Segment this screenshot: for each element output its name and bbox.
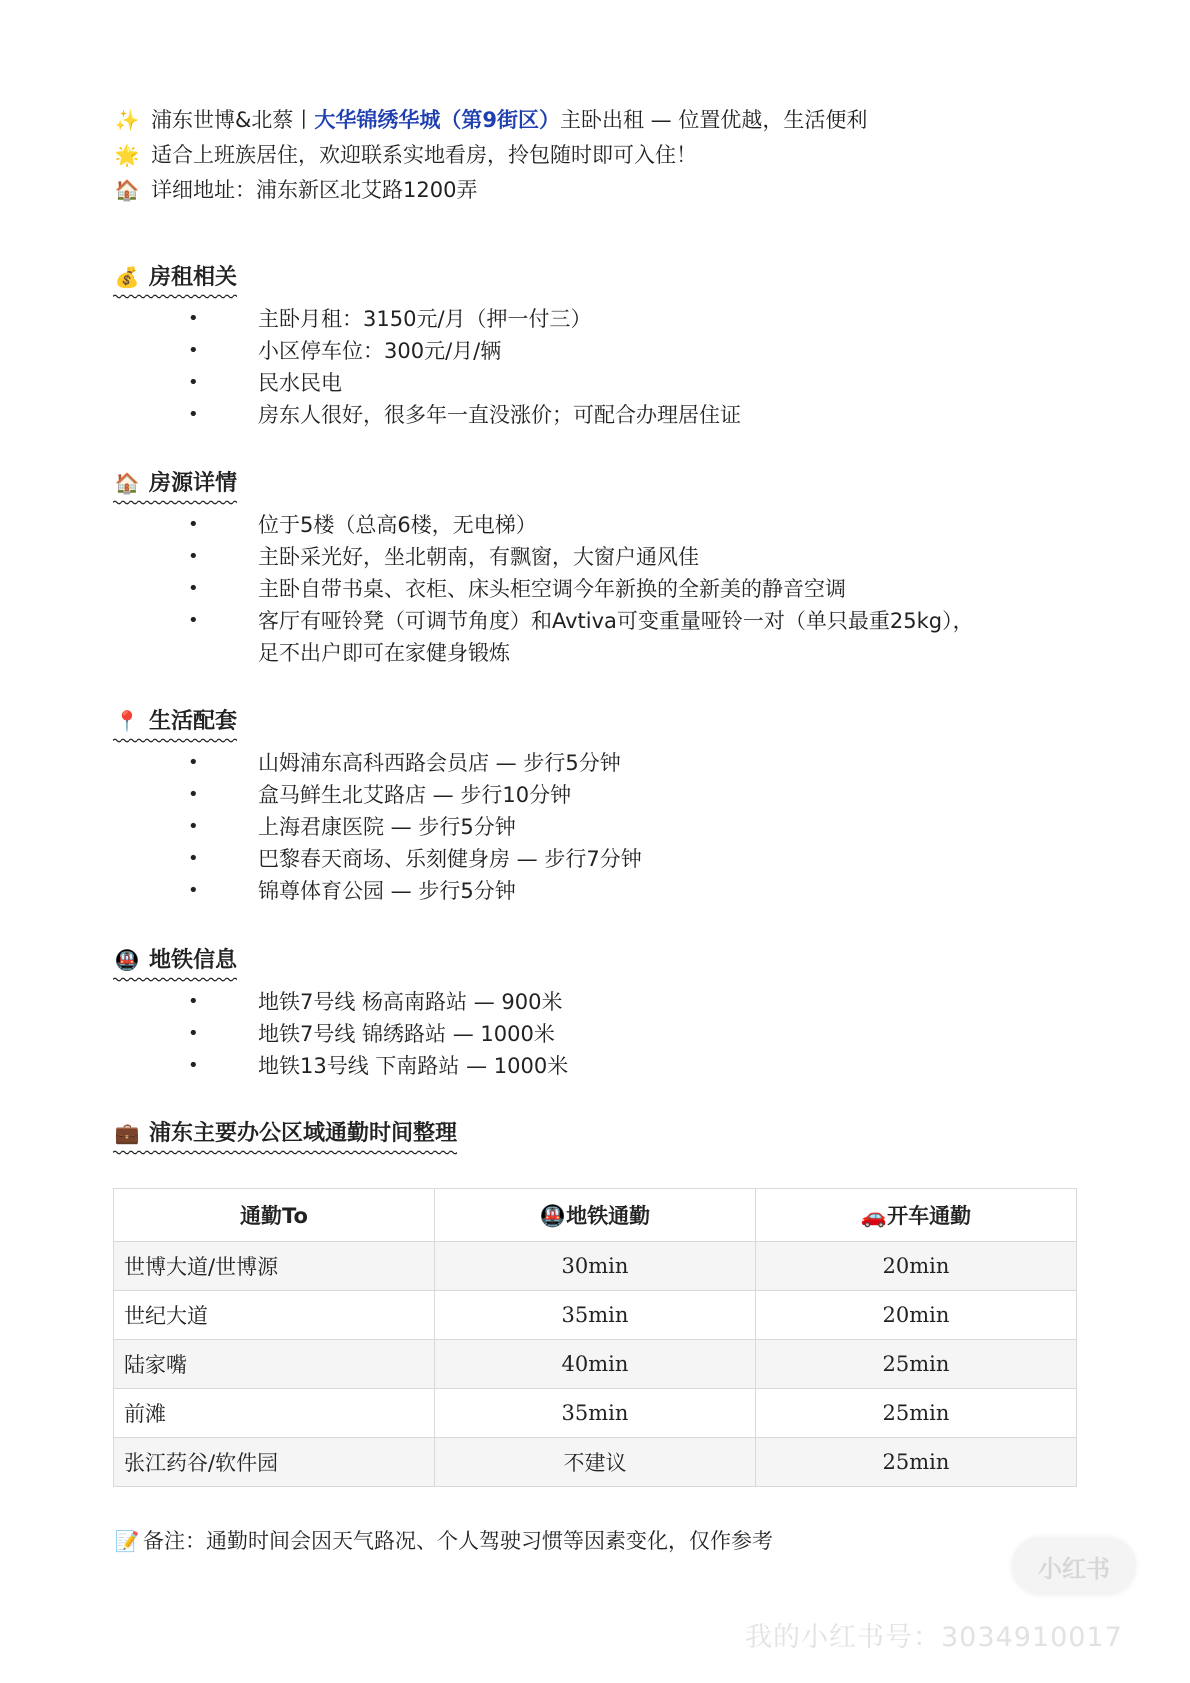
intro-title-prefix: 浦东世博&北蔡丨 [151, 108, 315, 132]
intro-tagline [113, 140, 697, 170]
table-row: 世博大道/世博源 30min 20min [114, 1242, 1077, 1291]
amenities-list [0, 747, 642, 907]
list-item: • 民水民电 [188, 371, 342, 395]
header-metro: 🚇地铁通勤 [435, 1189, 756, 1242]
metro-list [0, 986, 568, 1082]
commute-table [113, 1188, 1077, 1487]
list-item-continuation: 足不出户即可在家健身锻炼 [258, 641, 510, 665]
house-icon: 🏠 [114, 471, 140, 495]
footnote [113, 1525, 773, 1555]
section-rent-heading [113, 260, 237, 299]
metro-icon: 🚇 [539, 1204, 567, 1228]
section-details-heading [113, 466, 237, 505]
section-commute-title: 浦东主要办公区域通勤时间整理 [149, 1121, 458, 1146]
memo-icon: 📝 [114, 1529, 140, 1553]
table-row: 世纪大道 35min 20min [114, 1291, 1077, 1340]
rent-list [0, 303, 741, 431]
list-item: • 主卧采光好，坐北朝南，有飘窗，大窗户通风佳 [188, 545, 699, 569]
list-item: • 主卧自带书桌、衣柜、床头柜空调今年新换的全新美的静音空调 [188, 577, 846, 601]
address-text: 详细地址：浦东新区北艾路1200弄 [151, 178, 478, 202]
list-item: • 地铁7号线 杨高南路站 — 900米 [188, 990, 563, 1014]
list-item: • 主卧月租：3150元/月（押一付三） [188, 307, 592, 331]
table-header-row [114, 1189, 1077, 1242]
details-list [0, 509, 974, 669]
house-icon: 🏠 [114, 178, 140, 202]
intro-tagline-text: 适合上班族居住，欢迎联系实地看房，拎包随时即可入住！ [151, 143, 697, 167]
list-item: • 山姆浦东高科西路会员店 — 步行5分钟 [188, 751, 621, 775]
xiaohongshu-watermark-logo: 小红书 [1012, 1537, 1136, 1595]
list-item: • 地铁13号线 下南路站 — 1000米 [188, 1054, 569, 1078]
intro-address [113, 175, 477, 205]
section-rent-title: 房租相关 [149, 265, 238, 290]
list-item: • 上海君康医院 — 步行5分钟 [188, 815, 516, 839]
list-item: • 地铁7号线 锦绣路站 — 1000米 [188, 1022, 555, 1046]
xiaohongshu-id-watermark: 我的小红书号：3034910017 [745, 1622, 1123, 1653]
section-amenities-heading [113, 704, 237, 743]
car-icon: 🚗 [860, 1204, 888, 1228]
intro-title-suffix: 主卧出租 — 位置优越，生活便利 [560, 108, 868, 132]
sparkles-icon: ✨ [114, 108, 140, 132]
header-destination: 通勤To [114, 1189, 435, 1242]
community-name: 大华锦绣华城（第9街区） [314, 108, 560, 132]
table-row: 陆家嘴 40min 25min [114, 1340, 1077, 1389]
section-metro-title: 地铁信息 [149, 948, 238, 973]
list-item: • 盒马鲜生北艾路店 — 步行10分钟 [188, 783, 572, 807]
list-item: • 锦尊体育公园 — 步行5分钟 [188, 879, 516, 903]
intro-title-line [113, 105, 867, 135]
list-item: • 巴黎春天商场、乐刻健身房 — 步行7分钟 [188, 847, 642, 871]
table-row: 前滩 35min 25min [114, 1389, 1077, 1438]
section-metro-heading [113, 943, 237, 982]
table-row: 张江药谷/软件园 不建议 25min [114, 1438, 1077, 1487]
money-bag-icon: 💰 [114, 265, 140, 289]
section-commute-heading [113, 1116, 457, 1155]
section-details-title: 房源详情 [149, 471, 238, 496]
metro-icon: 🚇 [114, 948, 140, 972]
list-item: • 房东人很好，很多年一直没涨价；可配合办理居住证 [188, 403, 741, 427]
section-amenities-title: 生活配套 [149, 709, 238, 734]
list-item: • 小区停车位：300元/月/辆 [188, 339, 502, 363]
footnote-text: 备注：通勤时间会因天气路况、个人驾驶习惯等因素变化，仅作参考 [143, 1529, 773, 1553]
pin-icon: 📍 [114, 709, 140, 733]
list-item: • 客厅有哑铃凳（可调节角度）和Avtiva可变重量哑铃一对（单只最重25kg）， [188, 609, 974, 633]
list-item: • 位于5楼（总高6楼，无电梯） [188, 513, 537, 537]
header-car: 🚗开车通勤 [756, 1189, 1077, 1242]
star-icon: 🌟 [114, 143, 140, 167]
briefcase-icon: 💼 [114, 1121, 140, 1145]
